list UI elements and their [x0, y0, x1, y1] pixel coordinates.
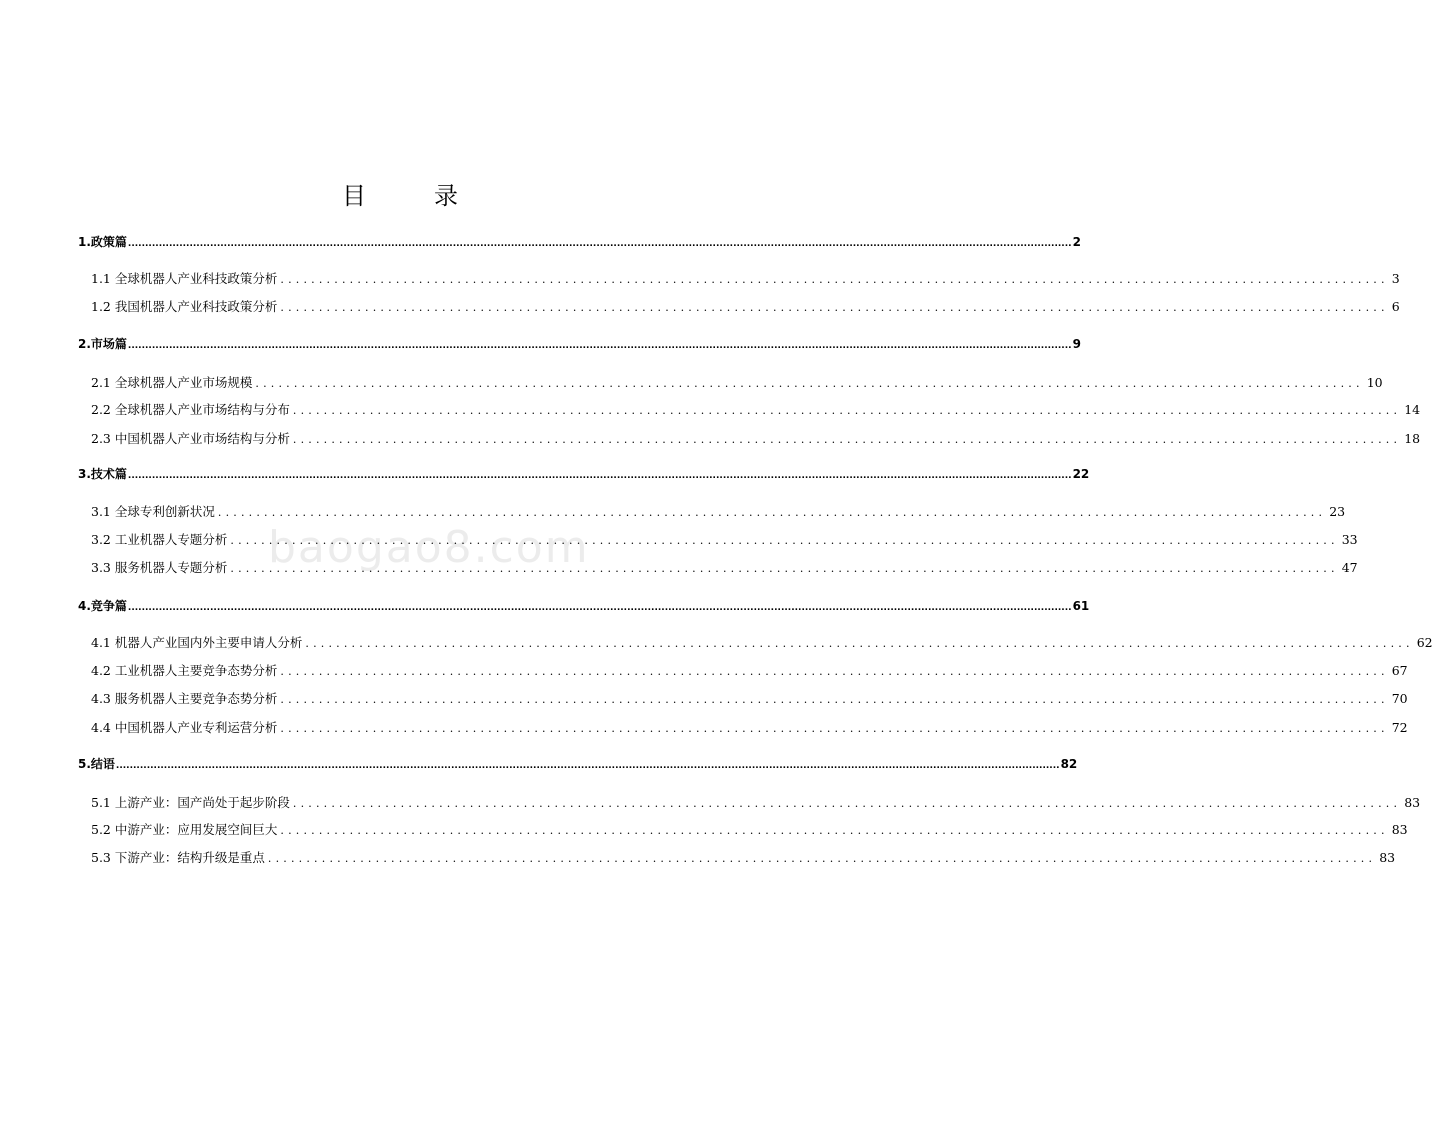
toc-section-title: 中游产业：应用发展空间巨大 [114, 822, 278, 837]
toc-page-number: 83 [1379, 850, 1396, 865]
toc-page-number: 23 [1329, 504, 1346, 519]
toc-page-number: 3 [1391, 271, 1400, 286]
toc-page-number: 82 [1060, 757, 1078, 771]
toc-section-number: 4.4 [91, 720, 115, 735]
toc-section-title: 全球机器人产业科技政策分析 [114, 271, 278, 286]
toc-section-title: 全球机器人产业市场结构与分布 [114, 402, 290, 417]
toc-section-entry[interactable] [91, 373, 1383, 391]
toc-section-number: 3.2 [91, 532, 115, 547]
toc-leader-dots: .................................................................................................................................................................................................................................................................................... [127, 603, 1072, 613]
toc-section-entry[interactable] [91, 793, 1421, 811]
watermark: baogao8.com [268, 522, 590, 573]
toc-section-number: 3.3 [91, 560, 115, 575]
toc-section-label [91, 429, 290, 447]
toc-section-title: 上游产业：国产尚处于起步阶段 [114, 795, 290, 810]
toc-section-title: 中国机器人产业市场结构与分析 [114, 431, 290, 446]
toc-section-entry[interactable] [91, 848, 1396, 866]
toc-section-title: 工业机器人专题分析 [114, 532, 228, 547]
toc-section-entry[interactable] [91, 400, 1421, 418]
toc-section-label [91, 269, 277, 287]
toc-leader-dots: ................................................................................................................................................ [280, 301, 1389, 314]
toc-section-entry[interactable] [91, 297, 1400, 315]
toc-leader-dots: ................................................................................................................................................ [255, 377, 1364, 390]
toc-section-title: 服务机器人主要竞争态势分析 [114, 691, 278, 706]
toc-page-number: 67 [1391, 663, 1408, 678]
toc-page-number: 2 [1072, 235, 1081, 249]
toc-section-label [91, 793, 290, 811]
toc-section-number: 4.2 [91, 663, 115, 678]
toc-section-label [91, 373, 252, 391]
toc-section-entry[interactable] [91, 820, 1408, 838]
toc-section-entry[interactable] [91, 558, 1358, 576]
toc-section-entry[interactable] [91, 718, 1408, 736]
toc-section-label [91, 297, 277, 315]
toc-section-entry[interactable] [91, 269, 1400, 287]
toc-section-label [91, 820, 277, 838]
toc-leader-dots: ................................................................................................................................................ [230, 562, 1339, 575]
toc-chapter-label: 5.结语 [78, 757, 115, 771]
toc-page-number: 83 [1404, 795, 1421, 810]
toc-page-number: 14 [1404, 402, 1421, 417]
toc-leader-dots: ................................................................................................................................................ [305, 637, 1414, 650]
toc-leader-dots: ................................................................................................................................................ [217, 506, 1327, 519]
toc-leader-dots: .................................................................................................................................................................................................................................................................................... [127, 341, 1072, 351]
toc-page-number: 83 [1391, 822, 1408, 837]
toc-section-title: 机器人产业国内外主要申请人分析 [114, 635, 303, 650]
toc-section-number: 5.1 [91, 795, 115, 810]
toc-leader-dots: ................................................................................................................................................ [280, 693, 1389, 706]
toc-section-number: 1.1 [91, 271, 115, 286]
toc-section-title: 工业机器人主要竞争态势分析 [114, 663, 278, 678]
toc-section-entry[interactable] [91, 633, 1433, 651]
toc-section-title: 全球专利创新状况 [114, 504, 215, 519]
toc-section-label [91, 558, 227, 576]
toc-page-number: 10 [1366, 375, 1383, 390]
toc-page-number: 22 [1072, 467, 1090, 481]
toc-chapter-entry[interactable] [78, 233, 1081, 250]
toc-section-number: 4.3 [91, 691, 115, 706]
toc-section-label [91, 502, 215, 520]
page-title: 目 录 [342, 182, 480, 210]
toc-section-title: 服务机器人专题分析 [114, 560, 228, 575]
toc-page-number: 6 [1391, 299, 1400, 314]
toc-section-title: 我国机器人产业科技政策分析 [114, 299, 278, 314]
toc-section-number: 2.1 [91, 375, 115, 390]
toc-section-label [91, 689, 277, 707]
toc-section-label [91, 718, 277, 736]
toc-section-title: 全球机器人产业市场规模 [114, 375, 253, 390]
toc-chapter-entry[interactable] [78, 335, 1081, 352]
toc-chapter-label: 2.市场篇 [78, 337, 127, 351]
toc-chapter-entry[interactable] [78, 597, 1090, 614]
toc-section-title: 下游产业：结构升级是重点 [114, 850, 265, 865]
toc-leader-dots: ................................................................................................................................................ [280, 824, 1389, 837]
toc-leader-dots: ................................................................................................................................................ [292, 433, 1402, 446]
toc-section-label [91, 530, 227, 548]
toc-section-number: 5.2 [91, 822, 115, 837]
toc-section-title: 中国机器人产业专利运营分析 [114, 720, 278, 735]
toc-section-number: 1.2 [91, 299, 115, 314]
toc-leader-dots: .................................................................................................................................................................................................................................................................................... [127, 471, 1072, 481]
toc-page-number: 70 [1391, 691, 1408, 706]
toc-page-number: 33 [1341, 532, 1358, 547]
toc-leader-dots: .................................................................................................................................................................................................................................................................................... [115, 761, 1060, 771]
toc-chapter-label: 4.竞争篇 [78, 599, 127, 613]
toc-section-entry[interactable] [91, 429, 1421, 447]
toc-leader-dots: ................................................................................................................................................ [280, 273, 1389, 286]
toc-chapter-entry[interactable] [78, 755, 1078, 772]
toc-chapter-label: 1.政策篇 [78, 235, 127, 249]
toc-leader-dots: ................................................................................................................................................ [267, 852, 1377, 865]
toc-leader-dots: ................................................................................................................................................ [230, 534, 1339, 547]
toc-page-number: 72 [1391, 720, 1408, 735]
toc-section-entry[interactable] [91, 661, 1408, 679]
toc-page-number: 18 [1404, 431, 1421, 446]
toc-chapter-entry[interactable] [78, 465, 1090, 482]
toc-section-label [91, 661, 277, 679]
toc-leader-dots: .................................................................................................................................................................................................................................................................................... [127, 239, 1072, 249]
toc-chapter-label: 3.技术篇 [78, 467, 127, 481]
toc-section-entry[interactable] [91, 689, 1408, 707]
toc-leader-dots: ................................................................................................................................................ [280, 665, 1389, 678]
toc-section-entry[interactable] [91, 530, 1358, 548]
toc-section-label [91, 400, 290, 418]
toc-leader-dots: ................................................................................................................................................ [292, 404, 1402, 417]
toc-page-number: 61 [1072, 599, 1090, 613]
toc-page-number: 47 [1341, 560, 1358, 575]
toc-section-number: 5.3 [91, 850, 115, 865]
toc-section-number: 4.1 [91, 635, 115, 650]
toc-section-number: 2.3 [91, 431, 115, 446]
toc-page-number: 9 [1072, 337, 1081, 351]
toc-section-number: 3.1 [91, 504, 115, 519]
toc-section-entry[interactable] [91, 502, 1346, 520]
toc-page-number: 62 [1416, 635, 1433, 650]
toc-section-number: 2.2 [91, 402, 115, 417]
toc-leader-dots: ................................................................................................................................................ [292, 797, 1402, 810]
toc-section-label [91, 848, 265, 866]
toc-section-label [91, 633, 302, 651]
toc-leader-dots: ................................................................................................................................................ [280, 722, 1389, 735]
